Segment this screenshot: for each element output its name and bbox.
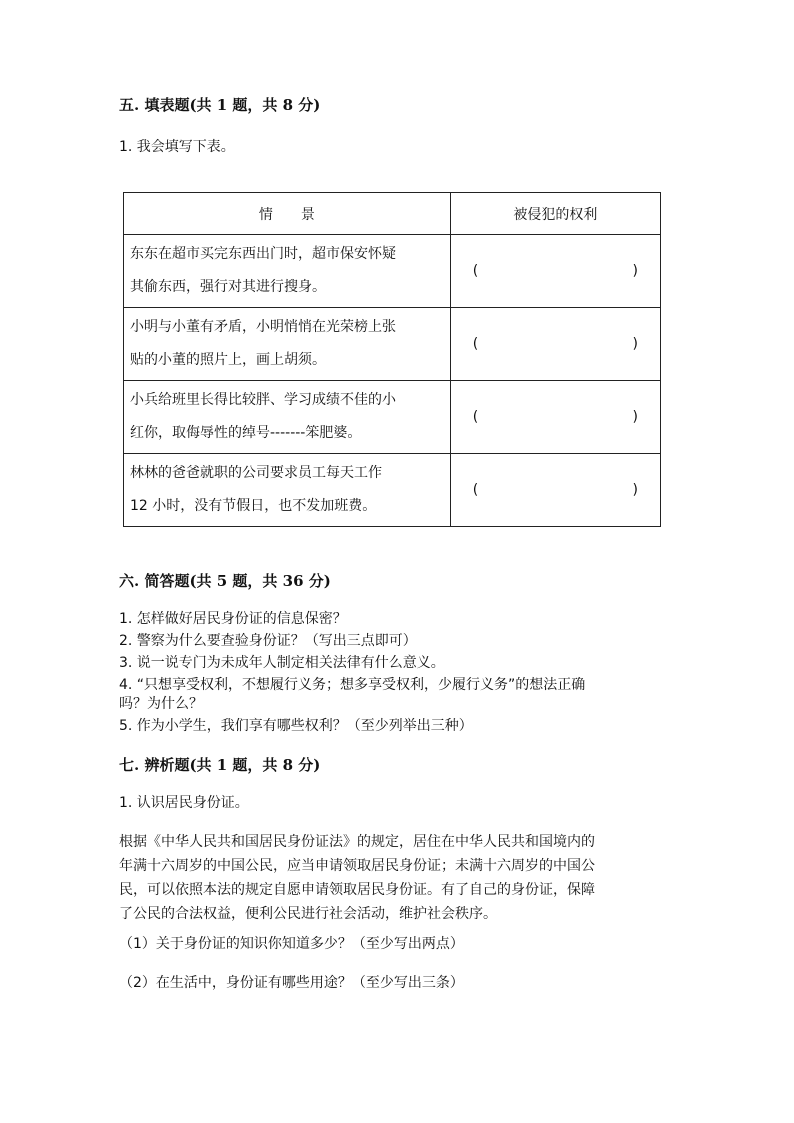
header-violated-right: 被侵犯的权利 — [450, 193, 660, 235]
scene-cell — [124, 381, 451, 454]
section-7-question-1: 1. 认识居民身份证。 — [119, 795, 249, 811]
answer-cell[interactable] — [450, 454, 660, 527]
scene-cell — [124, 308, 451, 381]
section-6-question-1: 1. 怎样做好居民身份证的信息保密？ — [119, 611, 347, 627]
open-paren: ( — [472, 482, 479, 498]
paragraph-line: 年满十六周岁的中国公民，应当申请领取居民身份证；未满十六周岁的中国公 — [119, 858, 595, 874]
scene-line-2: 贴的小董的照片上，画上胡须。 — [130, 352, 326, 368]
section-7-sub-question-1: （1）关于身份证的知识你知道多少？（至少写出两点） — [119, 936, 464, 952]
open-paren: ( — [472, 336, 479, 352]
close-paren: ) — [632, 482, 638, 498]
scene-line-2: 其偷东西，强行对其进行搜身。 — [130, 279, 326, 295]
section-5-question-1: 1. 我会填写下表。 — [119, 139, 235, 155]
section-6-question-2: 2. 警察为什么要查验身份证？（写出三点即可） — [119, 633, 417, 649]
scene-line-2: 12 小时，没有节假日，也不发加班费。 — [130, 498, 377, 514]
table-header-row — [124, 193, 661, 235]
scene-line-1: 小明与小董有矛盾，小明悄悄在光荣榜上张 — [130, 319, 396, 335]
section-7-title: 七. 辨析题(共 1 题，共 8 分) — [119, 756, 321, 774]
section-5-title: 五. 填表题(共 1 题，共 8 分) — [119, 96, 321, 114]
scene-line-1: 东东在超市买完东西出门时，超市保安怀疑 — [130, 246, 396, 262]
header-scene: 情 景 — [124, 193, 451, 235]
rights-table — [123, 192, 661, 527]
open-paren: ( — [472, 263, 479, 279]
scene-cell — [124, 235, 451, 308]
table-row — [124, 308, 661, 381]
scene-cell — [124, 454, 451, 527]
open-paren: ( — [472, 409, 479, 425]
section-6-question-3: 3. 说一说专门为未成年人制定相关法律有什么意义。 — [119, 655, 445, 671]
close-paren: ) — [632, 409, 638, 425]
scene-line-2: 红你，取侮辱性的绰号-------笨肥婆。 — [130, 425, 362, 441]
table-row — [124, 235, 661, 308]
section-6-question-5: 5. 作为小学生，我们享有哪些权利？（至少列举出三种） — [119, 718, 473, 734]
section-7-sub-question-2: （2）在生活中，身份证有哪些用途？（至少写出三条） — [119, 975, 464, 991]
section-6-title: 六. 简答题(共 5 题，共 36 分) — [119, 572, 331, 590]
table-row — [124, 381, 661, 454]
answer-cell[interactable] — [450, 235, 660, 308]
table-row — [124, 454, 661, 527]
section-6-question-4-line-1: 4. “只想享受权利，不想履行义务；想多享受权利，少履行义务”的想法正确 — [119, 677, 586, 693]
scene-line-1: 小兵给班里长得比较胖、学习成绩不佳的小 — [130, 392, 396, 408]
answer-cell[interactable] — [450, 308, 660, 381]
paragraph-line: 了公民的合法权益，便利公民进行社会活动，维护社会秩序。 — [119, 906, 497, 922]
section-7-paragraph — [119, 830, 679, 926]
paragraph-line: 民，可以依照本法的规定自愿申请领取居民身份证。有了自己的身份证，保障 — [119, 882, 595, 898]
close-paren: ) — [632, 263, 638, 279]
close-paren: ) — [632, 336, 638, 352]
section-6-question-4-line-2: 吗？为什么？ — [119, 696, 203, 712]
answer-cell[interactable] — [450, 381, 660, 454]
scene-line-1: 林林的爸爸就职的公司要求员工每天工作 — [130, 465, 382, 481]
paragraph-line: 根据《中华人民共和国居民身份证法》的规定，居住在中华人民共和国境内的 — [119, 834, 595, 850]
